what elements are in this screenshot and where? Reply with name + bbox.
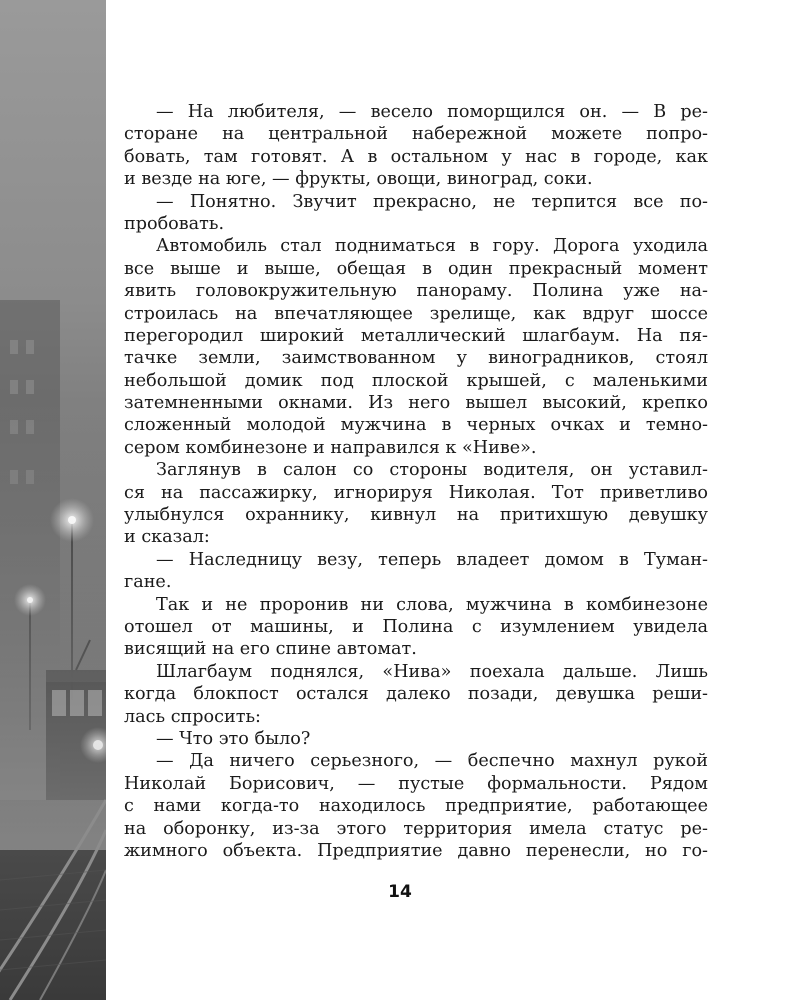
text-line: — На любителя, — весело поморщился он. — В ре- [156,102,708,122]
text-line: когда блокпост остался далеко позади, девушка реши- [124,684,708,705]
text-line: строилась на впечатляющее зрелище, как вдруг шоссе [124,303,708,324]
text-line: Так и не проронив ни слова, мужчина в комбинезоне [156,594,708,615]
text-line: лась спросить: [124,706,261,727]
page-text [124,101,708,862]
text-line: висящий на его спине автомат. [124,639,417,660]
foggy-street-tram-illustration [0,0,106,1000]
side-illustration [0,0,106,1000]
text-line: и везде на юге, — фрукты, овощи, виноград, соки. [124,169,593,190]
text-line: отошел от машины, и Полина с изумлением увидела [124,616,708,637]
text-line: сером комбинезоне и направился к «Ниве». [124,437,537,458]
text-line: Заглянув в салон со стороны водителя, он уставил- [156,460,708,481]
text-line: — Что это было? [156,728,311,749]
text-line: жимного объекта. Предприятие давно перенесли, но го- [124,840,708,861]
text-line: Автомобиль стал подниматься в гору. Дорога уходила [156,236,708,257]
text-line: пробовать. [124,213,225,234]
text-line: и сказал: [124,527,210,548]
text-line: сторане на центральной набережной можете попро- [124,124,708,145]
text-line: улыбнулся охраннику, кивнул на притихшую девушку [124,505,708,526]
text-line: — Да ничего серьезного, — беспечно махнул рукой [156,751,708,772]
text-line: явить головокружительную панораму. Полина уже на- [124,281,708,302]
text-line: — Наследницу везу, теперь владеет домом в Туман- [156,549,708,570]
text-line: все выше и выше, обещая в один прекрасный момент [124,258,708,279]
text-line: Николай Борисович, — пустые формальности. Рядом [124,773,708,794]
page-number: 14 [388,882,412,902]
text-line: на оборонку, из-за этого территория имела статус ре- [124,818,708,839]
text-line: с нами когда-то находилось предприятие, работающее [124,796,708,817]
text-line: перегородил широкий металлический шлагбаум. На пя- [124,325,708,346]
text-line: ся на пассажирку, игнорируя Николая. Тот приветливо [124,482,708,503]
text-line: затемненными окнами. Из него вышел высокий, крепко [124,393,708,414]
text-line: бовать, там готовят. А в остальном у нас в городе, как [124,146,708,167]
text-line: небольшой домик под плоской крышей, с маленькими [124,370,708,391]
text-line: сложенный молодой мужчина в черных очках и темно- [124,415,708,436]
text-line: — Понятно. Звучит прекрасно, не терпится все по- [156,191,708,212]
text-line: гане. [124,572,172,593]
text-line: Шлагбаум поднялся, «Нива» поехала дальше. Лишь [156,661,708,682]
text-line: тачке земли, заимствованном у виноградников, стоял [124,348,708,369]
